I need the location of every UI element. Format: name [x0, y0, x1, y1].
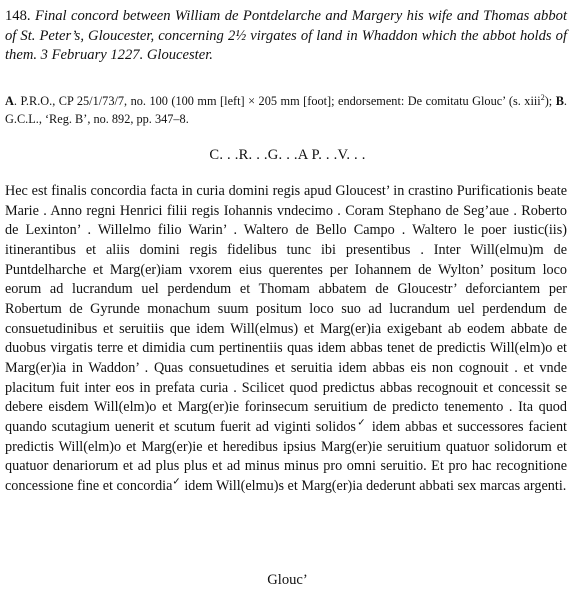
check-mark-icon: ✓ — [355, 417, 367, 429]
charter-text — [5, 182, 567, 497]
source-a-text: . P.R.O., CP 25/1/73/7, no. 100 (100 mm [left] × 205 mm [foot]; endorsement: De comitatu Glouc’ (s. xiii — [13, 94, 541, 109]
source-a-superscript: 2 — [540, 93, 545, 102]
siglum-a: A — [5, 94, 14, 109]
source-apparatus — [5, 89, 567, 128]
place-of-issue: Glouc’ — [267, 572, 308, 588]
entry-heading — [5, 7, 567, 66]
charter-text-part-1: Hec est finalis concordia facta in curia domini regis apud Gloucest’ in crastino Purificationis beate Marie . Anno regni Henrici filii regis Iohannis vndecimo . Coram Stephano de Seg’aue . Roberto de Lexinton’ . Willelmo filio Warin’ . Waltero de Bello Campo . Waltero le poer iustic(iis) itinerantibus et aliis domini regis fidelibus tunc ibi presentibus . Inter Will(elmu)m de Puntdelharche et Marg(er)iam vxorem eius querentes per Iohannem de Wylton’ positum loco eorum ad lucrandum uel perdendum et Thomam abbatem de Gloucestr’ deforciantem per Robertum de Gyrunde monachum suum positum loco suo ad lucrandum uel perdendum de consuetudinibus et seruitiis que idem Will(elmus) et Marg(er)ia exigebant ab eodem abbate de duobus virgatis terre et dimidia cum pertinentiis quas idem abbas tenet de predictis Will(elm)o et Marg(er)ia in Waddon’ . Quas consuetudines et seruitia idem abbas eis non cognouit . et vnde placitum fuit inter eos in prefata curia . Scilicet quod predictus abbas recognouit et concessit se debere eisdem Will(elm)o et Marg(er)ie forinsecum seruitium de predicto tenemento . Ita quod quando scutagium uenerit et scutum fuerit ad viginti solidos — [5, 183, 567, 435]
source-b-text: . G.C.L., ‘Reg. B’, no. 892, pp. 347–8. — [5, 94, 567, 126]
check-mark-icon: ✓ — [172, 476, 181, 488]
charter-text-part-3: idem Will(elmu)s et Marg(er)ia dederunt abbati sex marcas argenti. — [180, 477, 567, 494]
entry-number: 148. — [5, 8, 31, 24]
chirograph-witness-line: C. . .R. . .G. . .A P. . .V. . . — [209, 147, 366, 163]
siglum-b: B — [555, 94, 564, 109]
charter-text-part-2: idem abbas et successores facient predictis Will(elm)o et Marg(er)ie et heredibus ipsius Marg(er)ie seruitium quatuor solidorum et quatuor denariorum et ad plus plus et ad minus minus pro omni seruitio. Et pro hac recognitione concessione fine et concordia — [5, 418, 567, 494]
entry-title: Final concord between William de Pontdelarche and Margery his wife and Thomas abbot of St. Peter’s, Gloucester, concerning 2½ virgates of land in Whaddon which the abbot holds of them. 3 February 1227. Gloucester. — [5, 8, 568, 63]
source-a-text-end: ); — [544, 94, 553, 109]
